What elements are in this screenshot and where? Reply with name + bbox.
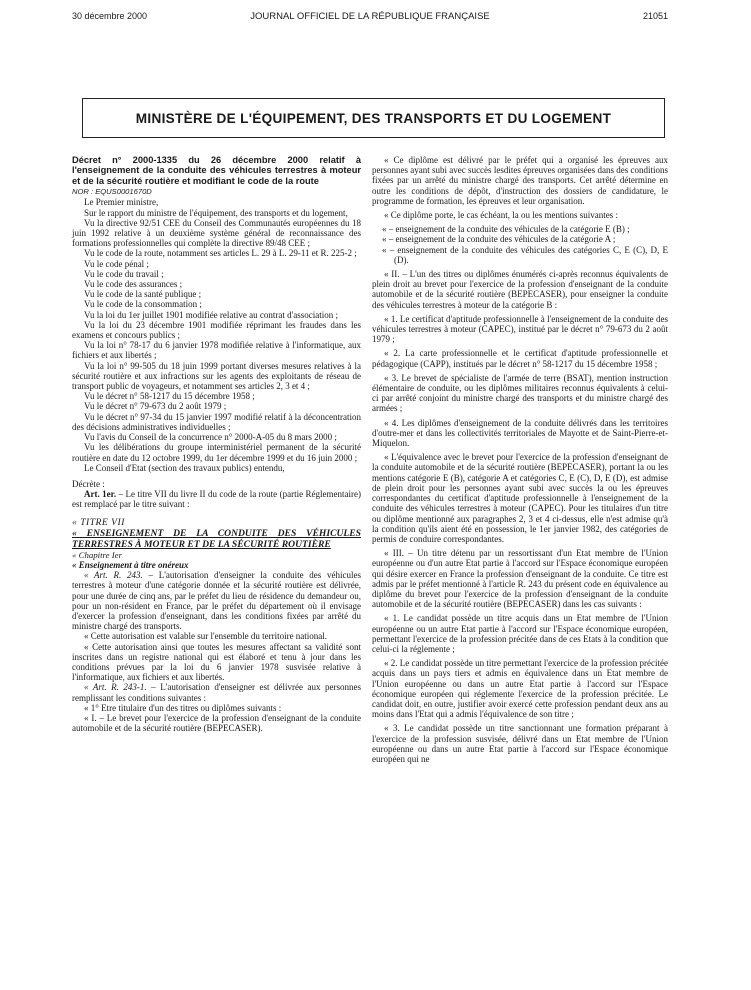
- paragraph: Vu le code des assurances ;: [84, 279, 183, 290]
- article-1-text: – Le titre VII du livre II du code de la route (partie Réglementaire) est remplacé par le titre suivant :: [72, 489, 362, 510]
- paragraph: « III. – Un titre détenu par un ressortissant d'un Etat membre de l'Union européenne ou d'un autre Etat partie à l'accord sur l'Espace économique européen qui désire exercer en France la profession d'enseignant de la conduite. Ce titre est admis par le préfet mentionné à l'article R. 243 du présent code en équivalence au diplôme du brevet pour l'exercice de la profession d'enseignant de la conduite automobile et de la sécurité routière (BEPECASER) dans les cas suivants :: [372, 548, 668, 610]
- paragraph: « 4. Les diplômes d'enseignement de la conduite délivrés dans les territoires d'outre-mer et dans les collectivités territoriales de Mayotte et de Saint-Pierre-et-Miquelon.: [372, 417, 668, 449]
- paragraph: Vu le décret n° 58-1217 du 15 décembre 1958 ;: [84, 391, 255, 402]
- list-item: « – enseignement de la conduite des véhicules de la catégorie A ;: [382, 234, 616, 245]
- article-r243-text: – L'autorisation d'enseigner la conduite des véhicules terrestres à moteur d'une catégorie donnée et la sécurité routière est délivrée, pour une durée de cinq ans, par le préfet du lieu de résidence du demandeur ou, pour un non-résident en France, par le préfet du département où il envisage d'exercer la profession d'enseignant, dans les conditions fixées par arrêté du ministre chargé des transports.: [72, 570, 362, 632]
- article-r243: [72, 570, 361, 631]
- paragraph: « Ce diplôme porte, le cas échéant, la ou les mentions suivantes :: [384, 210, 618, 221]
- paragraph: Vu le décret n° 79-673 du 2 août 1979 ;: [84, 401, 227, 412]
- paragraph: Vu la loi du 23 décembre 1901 modifiée réprimant les fraudes dans les examens et concours publics ;: [72, 319, 361, 341]
- nor-reference: NOR : EQUS0001670D: [72, 187, 152, 197]
- article-r243-1-label: « Art. R. 243-1.: [84, 682, 147, 693]
- decret-title: Décret n° 2000-1335 du 26 décembre 2000 relatif à l'enseignement de la conduite des véhicules terrestres à moteur et de la sécurité routière et modifiant le code de la route: [72, 155, 361, 186]
- paragraph: « 1. Le candidat possède un titre acquis dans un Etat membre de l'Union européenne ou un autre Etat partie à l'accord sur l'Espace économique européen, permettant l'exercice de la profession précitée dans de ces Etats à la condition que celui-ci la réglemente ;: [372, 613, 668, 654]
- section-heading: « Enseignement à titre onéreux: [72, 559, 189, 570]
- paragraph: Vu le code pénal ;: [84, 258, 149, 269]
- paragraph: « 1. Le certificat d'aptitude professionnelle à l'enseignement de la conduite des véhicules terrestres à moteur (CAPEC), institué par le décret n° 79-673 du 2 août 1979 ;: [372, 313, 668, 345]
- paragraph: Vu le décret n° 97-34 du 15 janvier 1997 modifié relatif à la déconcentration des décisions administratives individuelles ;: [72, 411, 361, 432]
- chapitre-label: « Chapitre Ier: [72, 549, 123, 560]
- titre-label: « TITRE VII: [72, 516, 125, 528]
- left-column: [72, 155, 361, 733]
- article-r243-1-text: – L'autorisation d'enseigner est délivrée aux personnes remplissant les conditions suivantes :: [72, 682, 361, 703]
- paragraph: « 1° Etre titulaire d'un des titres ou diplômes suivants :: [84, 702, 282, 713]
- article-r243-label: « Art. R. 243.: [84, 570, 143, 581]
- paragraph: « Cette autorisation est valable sur l'ensemble du territoire national.: [84, 631, 328, 642]
- article-r243-1: [72, 682, 361, 702]
- paragraph: « 3. Le brevet de spécialiste de l'armée de terre (BSAT), mention instruction élémentaire de conduite, ou les diplômes militaires reconnus équivalents à celui-ci par arrêté conjoint du ministre chargé des transports et du ministre chargé des armées ;: [372, 372, 668, 414]
- paragraph: Vu l'avis du Conseil de la concurrence n° 2000-A-05 du 8 mars 2000 ;: [84, 432, 337, 443]
- paragraph: Le Conseil d'Etat (section des travaux publics) entendu,: [84, 462, 285, 473]
- paragraph: « 3. Le candidat possède un titre sanctionnant une formation préparant à l'exercice de la profession susvisée, délivré dans un Etat membre de l'Union européenne ou dans un autre Etat partie à l'accord sur l'Espace économique européen qui ne: [372, 723, 668, 764]
- paragraph: Vu la loi n° 99-505 du 18 juin 1999 portant diverses mesures relatives à la sécurité routière et aux infractions sur les agents des exploitants de réseau de transport public de voyageurs, et notamment ses articles 2, 3 et 4 ;: [72, 360, 361, 392]
- list-item: « – enseignement de la conduite des véhicules des catégories C, E (C), D, E (D).: [382, 244, 668, 265]
- header-page-number: 21051: [642, 11, 668, 21]
- list-item: « – enseignement de la conduite des véhicules de la catégorie E (B) ;: [382, 224, 630, 235]
- page-header: [72, 11, 668, 25]
- header-journal-title: JOURNAL OFFICIEL DE LA RÉPUBLIQUE FRANÇAISE: [250, 11, 490, 22]
- paragraph: Vu le code de la consommation ;: [84, 299, 202, 310]
- paragraph: « Ce diplôme est délivré par le préfet qui a organisé les épreuves aux personnes ayant subi avec succès lesdites épreuves organisées dans des conditions fixées par un arrêté du ministre chargé des transports. Cet arrêté détermine en outre les conditions de dépôt, d'instruction des dossiers de candidature, le programme de formation, les épreuves et leur organisation.: [372, 155, 668, 206]
- titre-heading: « ENSEIGNEMENT DE LA CONDUITE DES VÉHICULES TERRESTRES À MOTEUR ET DE LA SÉCURITÉ ROUTIÈRE: [72, 527, 361, 550]
- paragraph: « Cette autorisation ainsi que toutes les mesures affectant sa validité sont inscrites dans un registre national qui est élaboré et tenu à jour dans les conditions prévues par la loi du 6 janvier 1978 susvisée relative à l'informatique, aux fichiers et aux libertés.: [72, 641, 361, 683]
- paragraph: Vu la loi du 1er juillet 1901 modifiée relative au contrat d'association ;: [84, 309, 339, 320]
- article-1-label: Art. 1er.: [84, 489, 117, 500]
- ministry-banner: [82, 98, 665, 138]
- paragraph: « 2. La carte professionnelle et le certificat d'aptitude professionnelle et pédagogique (CAPP), institués par le décret n° 58-1217 du 15 décembre 1958 ;: [372, 348, 668, 369]
- paragraph: « L'équivalence avec le brevet pour l'exercice de la profession d'enseignant de la conduite automobile et de la sécurité routière (BEPECASER), portant la ou les mentions catégorie E (B), catégorie A et catégories C, E (C), D, E (D), est admise de plein droit pour les personnes ayant subi avec succès la ou les épreuves correspondantes du certificat d'aptitude professionnelle à l'enseignement de la conduite des véhicules terrestres à moteur (CAPEC). Pour les titulaires d'un titre ou diplôme mentionné aux paragraphes 2, 3 et 4 ci-dessus, elle n'est admise qu'à la condition qu'ils aient été en possession, le 1er janvier 1982, des catégories de permis de conduire correspondantes.: [372, 452, 668, 544]
- ministry-title: MINISTÈRE DE L'ÉQUIPEMENT, DES TRANSPORTS ET DU LOGEMENT: [135, 110, 612, 126]
- paragraph: Vu la loi n° 78-17 du 6 janvier 1978 modifiée relative à l'informatique, aux fichiers et aux libertés ;: [72, 340, 361, 361]
- right-column: [372, 155, 668, 764]
- paragraph: « 2. Le candidat possède un titre permettant l'exercice de la profession précitée acquis dans un pays tiers et admis en équivalence dans un Etat membre de l'Union européenne ou dans un autre Etat partie à l'accord sur l'Espace économique européen qui réglemente l'exercice de la profession précitée. Le candidat doit, en outre, justifier avoir exercé cette profession pendant deux ans au moins dans l'Etat qui a admis l'équivalence de son titre ;: [372, 658, 668, 720]
- paragraph: « II. – L'un des titres ou diplômes énumérés ci-après reconnus équivalents de plein droit au brevet pour l'exercice de la profession d'enseignant de la conduite automobile et de la sécurité routière (BEPECASER), pour enseigner la conduite des véhicules terrestres à moteur de la catégorie B :: [372, 269, 668, 310]
- paragraph: Vu le code de la santé publique ;: [84, 289, 202, 300]
- header-date: 30 décembre 2000: [72, 11, 148, 21]
- paragraph: Vu le code de la route, notamment ses articles L. 29 à L. 29-11 et R. 225-2 ;: [84, 248, 357, 259]
- paragraph: Sur le rapport du ministre de l'équipement, des transports et du logement,: [84, 207, 348, 218]
- paragraph: Vu les délibérations du groupe interministériel permanent de la sécurité routière en date du 12 octobre 1999, du 1er décembre 1999 et du 16 juin 2000 ;: [72, 442, 361, 463]
- paragraph: Vu la directive 92/51 CEE du Conseil des Communautés européennes du 18 juin 1992 relative à un deuxième système général de reconnaissance des formations professionnelles qui complète la directive 89/48 CEE ;: [72, 217, 361, 249]
- paragraph: Le Premier ministre,: [84, 197, 159, 208]
- article-1: [72, 489, 361, 509]
- decrete-label: Décrète :: [72, 478, 105, 489]
- paragraph: Vu le code du travail ;: [84, 268, 164, 279]
- paragraph: « I. – Le brevet pour l'exercice de la profession d'enseignant de la conduite automobile et de la sécurité routière (BEPECASER).: [72, 712, 361, 734]
